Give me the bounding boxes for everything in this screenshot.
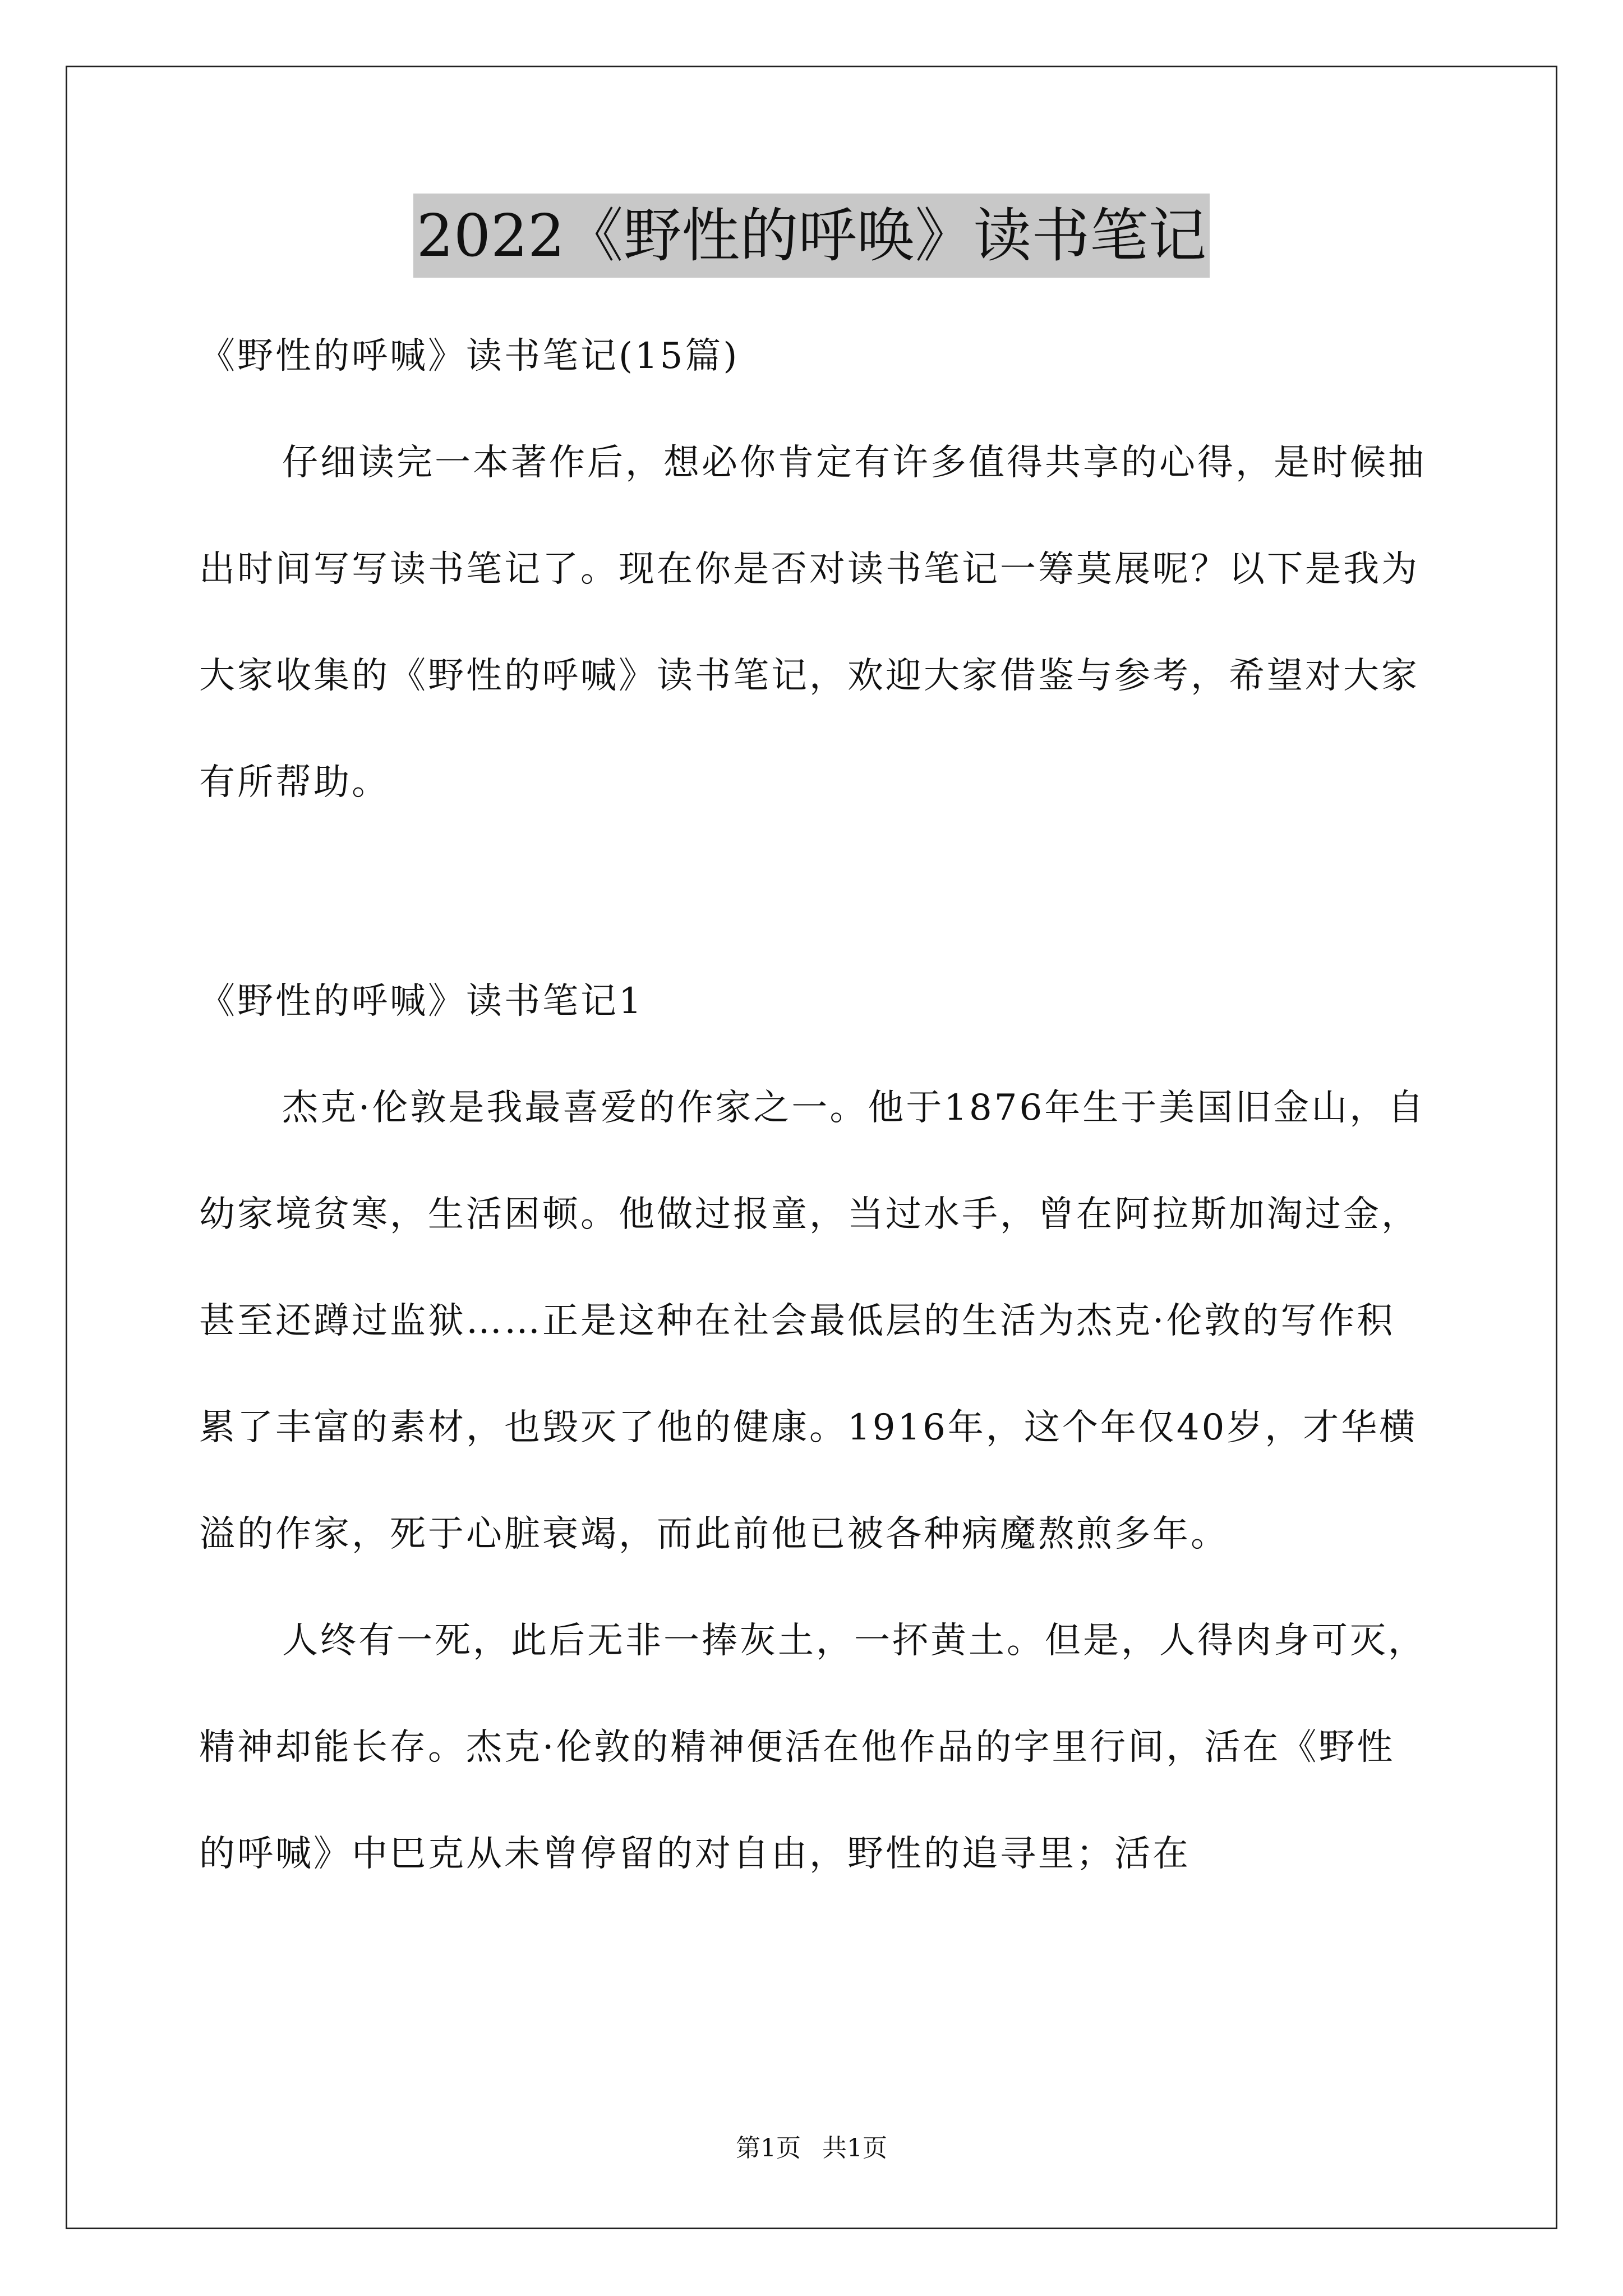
subtitle: 《野性的呼喊》读书笔记(15篇) <box>199 335 740 377</box>
section-heading: 《野性的呼喊》读书笔记1 <box>199 981 644 1022</box>
title-container <box>0 194 1623 278</box>
paragraph-2: 人终有一死，此后无非一捧灰土，一抔黄土。但是，人得肉身可灭，精神却能长存。杰克·伦敦的精神便活在他作品的字里行间，活在《野性的呼喊》中巴克从未曾停留的对自由，野性的追寻里；活在 <box>199 1620 1426 1875</box>
page-total: 共1页 <box>822 2134 887 2162</box>
document-title: 2022《野性的呼唤》读书笔记 <box>413 194 1210 278</box>
page-footer <box>0 2132 1623 2165</box>
intro-paragraph: 仔细读完一本著作后，想必你肯定有许多值得共享的心得，是时候抽出时间写写读书笔记了。现在你是否对读书笔记一筹莫展呢？以下是我为大家收集的《野性的呼喊》读书笔记，欢迎大家借鉴与参考，希望对大家有所帮助。 <box>199 442 1426 803</box>
page-number: 第1页 <box>736 2134 801 2162</box>
document-body <box>199 303 1430 1907</box>
paragraph-1: 杰克·伦敦是我最喜爱的作家之一。他于1876年生于美国旧金山，自幼家境贫寒，生活困顿。他做过报童，当过水手，曾在阿拉斯加淘过金，甚至还蹲过监狱……正是这种在社会最低层的生活为杰克·伦敦的写作积累了丰富的素材，也毁灭了他的健康。1916年，这个年仅40岁，才华横溢的作家，死于心脏衰竭，而此前他已被各种病魔熬煎多年。 <box>199 1087 1426 1555</box>
